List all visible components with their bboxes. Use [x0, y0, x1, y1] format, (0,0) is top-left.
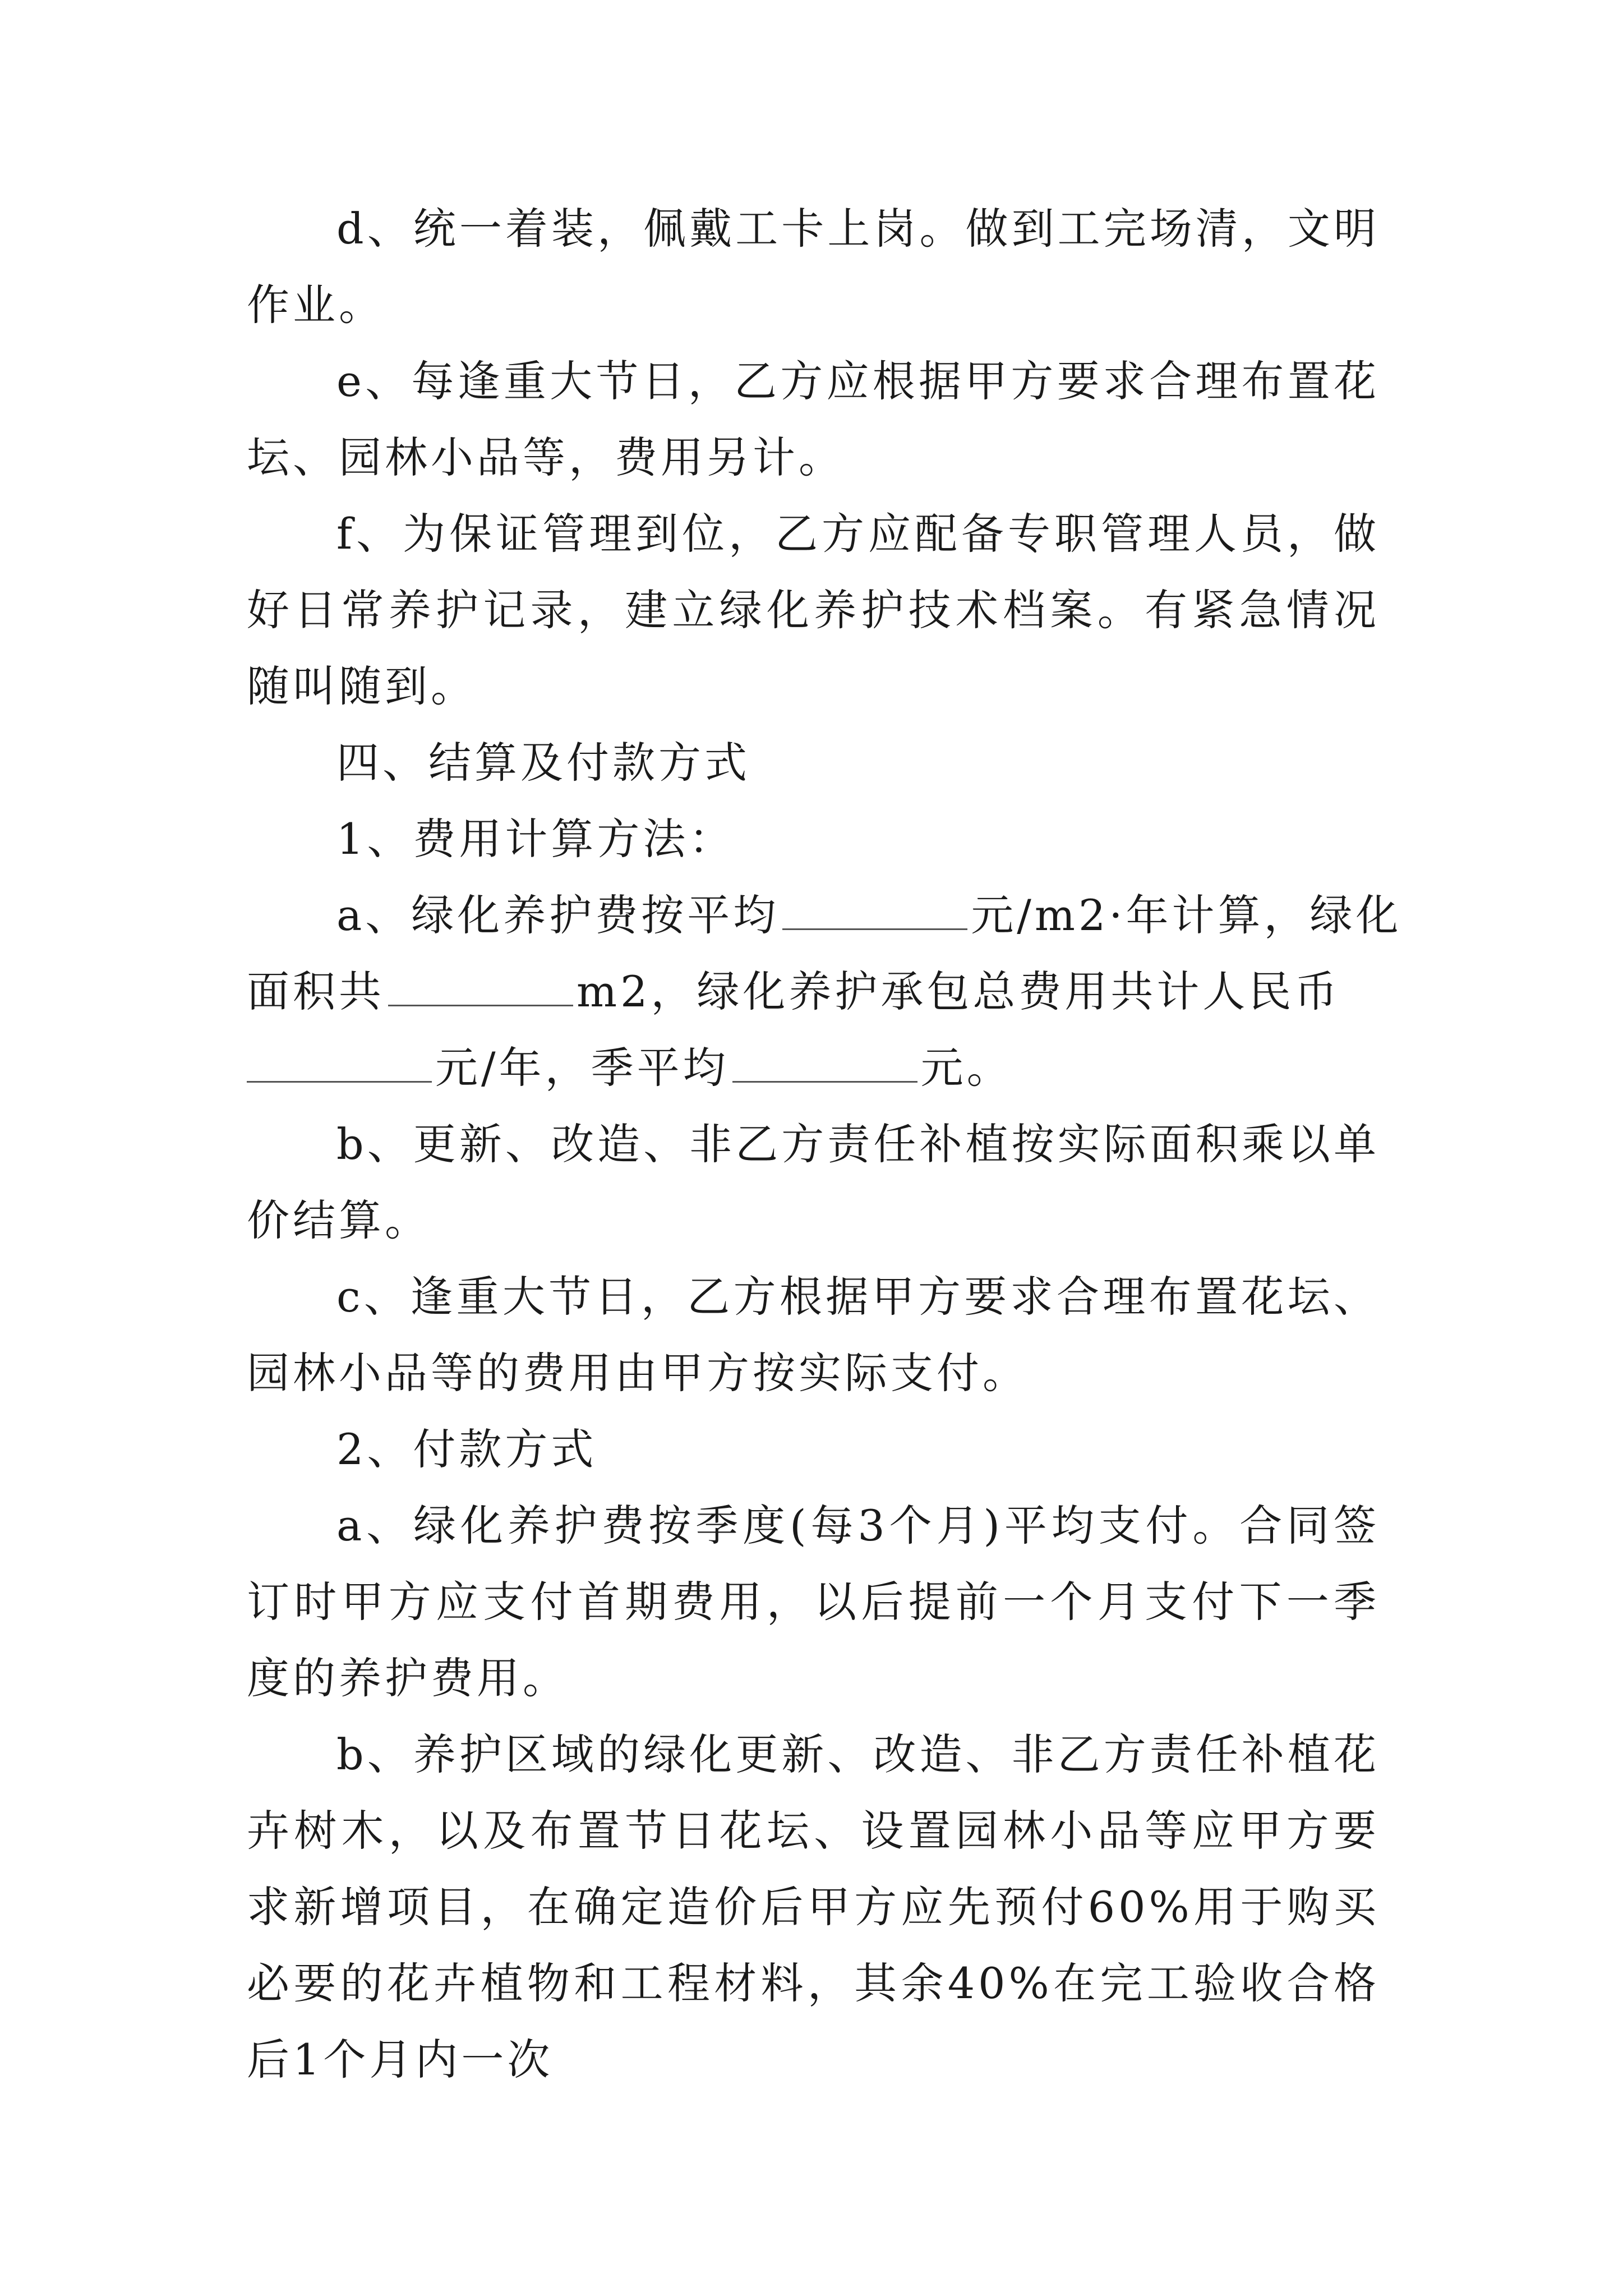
- clause-a-pay: a、绿化养护费按季度(每3个月)平均支付。合同签订时甲方应支付首期费用，以后提前一个月支付下一季度的养护费用。: [247, 1501, 1380, 1703]
- fee-calc-text-5: 元/年，季平均: [435, 1043, 729, 1093]
- fee-calc-line-2: [247, 954, 1340, 1030]
- fee-calc-text-2: 元/m2·年计算，绿化: [971, 890, 1402, 940]
- fee-calc-line-1: [336, 877, 1402, 954]
- clause-b-pay: b、养护区域的绿化更新、改造、非乙方责任补植花卉树木，以及布置节日花坛、设置园林小品等应甲方要求新增项目，在确定造价后甲方应先预付60%用于购买必要的花卉植物和工程材料，其余40%在完工验收合格后1个月内一次: [247, 1729, 1380, 2085]
- blank-total-fee[interactable]: [247, 1045, 432, 1083]
- fee-calc-line-3: [247, 1030, 1013, 1106]
- section-heading-settlement: 四、结算及付款方式: [336, 738, 750, 788]
- clause-e: e、每逢重大节日，乙方应根据甲方要求合理布置花坛、园林小品等，费用另计。: [247, 356, 1380, 482]
- blank-quarter-fee[interactable]: [732, 1045, 917, 1083]
- clause-b-calc: b、更新、改造、非乙方责任补植按实际面积乘以单价结算。: [247, 1119, 1380, 1245]
- blank-unit-price[interactable]: [782, 892, 967, 930]
- clause-f: f、为保证管理到位，乙方应配备专职管理人员，做好日常养护记录，建立绿化养护技术档案。有紧急情况随叫随到。: [247, 509, 1380, 711]
- clause-c-calc: c、逢重大节日，乙方根据甲方要求合理布置花坛、园林小品等的费用由甲方按实际支付。: [247, 1272, 1380, 1398]
- subheading-payment: 2、付款方式: [336, 1424, 597, 1474]
- blank-area[interactable]: [388, 969, 573, 1006]
- clause-d: d、统一着装，佩戴工卡上岗。做到工完场清，文明作业。: [247, 204, 1380, 330]
- fee-calc-text-6: 元。: [920, 1043, 1013, 1093]
- fee-calc-text-1: a、绿化养护费按平均: [336, 890, 780, 940]
- fee-calc-text-3: 面积共: [247, 967, 385, 1016]
- fee-calc-text-4: m2，绿化养护承包总费用共计人民币: [577, 967, 1341, 1016]
- subheading-fee-calculation: 1、费用计算方法：: [336, 814, 735, 864]
